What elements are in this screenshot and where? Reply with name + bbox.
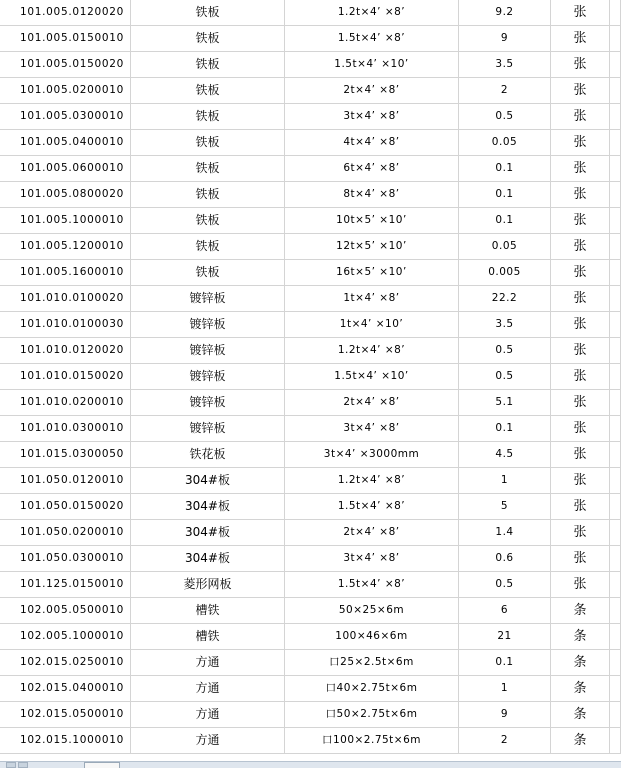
cell-unit[interactable]: 张 — [551, 416, 610, 441]
cell-spec[interactable]: 12t×5’ ×10’ — [285, 234, 459, 259]
scroll-left-icon[interactable] — [6, 762, 16, 768]
cell-quantity[interactable]: 9 — [459, 26, 551, 51]
cell-unit[interactable]: 张 — [551, 130, 610, 155]
cell-quantity[interactable]: 1 — [459, 468, 551, 493]
cell-empty[interactable] — [610, 182, 621, 207]
cell-spec[interactable]: 1t×4’ ×10’ — [285, 312, 459, 337]
cell-code[interactable]: 102.015.1000010 — [0, 728, 131, 753]
cell-code[interactable]: 101.005.0200010 — [0, 78, 131, 103]
cell-spec[interactable]: 3t×4’ ×3000mm — [285, 442, 459, 467]
cell-spec[interactable]: 3t×4’ ×8’ — [285, 546, 459, 571]
table-row — [0, 624, 621, 650]
table-row — [0, 728, 621, 754]
cell-code[interactable]: 101.010.0120020 — [0, 338, 131, 363]
table-row — [0, 364, 621, 390]
cell-name[interactable]: 304#板 — [131, 520, 285, 545]
cell-unit[interactable]: 条 — [551, 598, 610, 623]
cell-name[interactable]: 铁板 — [131, 26, 285, 51]
cell-unit[interactable]: 张 — [551, 520, 610, 545]
cell-quantity[interactable]: 9 — [459, 702, 551, 727]
cell-code[interactable]: 102.015.0400010 — [0, 676, 131, 701]
cell-empty[interactable] — [610, 390, 621, 415]
table-row — [0, 234, 621, 260]
cell-name[interactable]: 铁板 — [131, 260, 285, 285]
cell-spec[interactable]: 2t×4’ ×8’ — [285, 520, 459, 545]
cell-empty[interactable] — [610, 442, 621, 467]
cell-quantity[interactable]: 0.1 — [459, 416, 551, 441]
cell-name[interactable]: 铁板 — [131, 182, 285, 207]
cell-empty[interactable] — [610, 234, 621, 259]
cell-code[interactable]: 102.005.0500010 — [0, 598, 131, 623]
cell-spec[interactable]: 8t×4’ ×8’ — [285, 182, 459, 207]
cell-quantity[interactable]: 9.2 — [459, 0, 551, 25]
cell-name[interactable]: 铁花板 — [131, 442, 285, 467]
cell-empty[interactable] — [610, 78, 621, 103]
cell-quantity[interactable]: 0.1 — [459, 650, 551, 675]
cell-code[interactable]: 101.050.0120010 — [0, 468, 131, 493]
cell-unit[interactable]: 张 — [551, 208, 610, 233]
cell-empty[interactable] — [610, 546, 621, 571]
table-row — [0, 546, 621, 572]
table-row — [0, 416, 621, 442]
cell-unit[interactable]: 张 — [551, 338, 610, 363]
cell-spec[interactable]: 3t×4’ ×8’ — [285, 416, 459, 441]
cell-code[interactable]: 101.005.0150020 — [0, 52, 131, 77]
cell-quantity[interactable]: 2 — [459, 728, 551, 753]
cell-name[interactable]: 铁板 — [131, 78, 285, 103]
cell-code[interactable]: 101.010.0300010 — [0, 416, 131, 441]
cell-empty[interactable] — [610, 598, 621, 623]
table-row — [0, 286, 621, 312]
cell-spec[interactable]: 1.5t×4’ ×10’ — [285, 52, 459, 77]
sheet-tab[interactable] — [84, 762, 120, 768]
cell-unit[interactable]: 张 — [551, 26, 610, 51]
cell-code[interactable]: 101.005.1600010 — [0, 260, 131, 285]
cell-empty[interactable] — [610, 416, 621, 441]
cell-spec[interactable]: 50×25×6m — [285, 598, 459, 623]
cell-quantity[interactable]: 0.1 — [459, 156, 551, 181]
cell-empty[interactable] — [610, 728, 621, 753]
cell-code[interactable]: 101.005.1200010 — [0, 234, 131, 259]
cell-name[interactable]: 304#板 — [131, 546, 285, 571]
cell-quantity[interactable]: 0.05 — [459, 234, 551, 259]
cell-name[interactable]: 菱形网板 — [131, 572, 285, 597]
table-row — [0, 468, 621, 494]
cell-quantity[interactable]: 0.5 — [459, 364, 551, 389]
table-row — [0, 52, 621, 78]
table-row — [0, 182, 621, 208]
table-row — [0, 312, 621, 338]
cell-empty[interactable] — [610, 0, 621, 25]
cell-name[interactable]: 方通 — [131, 728, 285, 753]
cell-name[interactable]: 镀锌板 — [131, 286, 285, 311]
cell-empty[interactable] — [610, 520, 621, 545]
cell-empty[interactable] — [610, 260, 621, 285]
cell-quantity[interactable]: 1 — [459, 676, 551, 701]
cell-quantity[interactable]: 0.5 — [459, 572, 551, 597]
table-row — [0, 26, 621, 52]
cell-unit[interactable]: 张 — [551, 234, 610, 259]
table-row — [0, 676, 621, 702]
cell-unit[interactable]: 张 — [551, 52, 610, 77]
cell-unit[interactable]: 张 — [551, 104, 610, 129]
cell-quantity[interactable]: 5 — [459, 494, 551, 519]
cell-code[interactable]: 101.005.0120020 — [0, 0, 131, 25]
cell-empty[interactable] — [610, 104, 621, 129]
cell-spec[interactable]: 2t×4’ ×8’ — [285, 78, 459, 103]
cell-quantity[interactable]: 0.005 — [459, 260, 551, 285]
cell-spec[interactable]: 6t×4’ ×8’ — [285, 156, 459, 181]
cell-empty[interactable] — [610, 572, 621, 597]
cell-unit[interactable]: 张 — [551, 364, 610, 389]
cell-code[interactable]: 102.005.1000010 — [0, 624, 131, 649]
cell-name[interactable]: 槽铁 — [131, 598, 285, 623]
cell-quantity[interactable]: 5.1 — [459, 390, 551, 415]
cell-unit[interactable]: 张 — [551, 312, 610, 337]
cell-name[interactable]: 304#板 — [131, 468, 285, 493]
table-row — [0, 572, 621, 598]
cell-spec[interactable]: 1.5t×4’ ×8’ — [285, 26, 459, 51]
table-row — [0, 208, 621, 234]
cell-empty[interactable] — [610, 494, 621, 519]
cell-unit[interactable]: 张 — [551, 494, 610, 519]
cell-spec[interactable]: 1.2t×4’ ×8’ — [285, 468, 459, 493]
cell-name[interactable]: 镀锌板 — [131, 312, 285, 337]
cell-unit[interactable]: 张 — [551, 0, 610, 25]
cell-quantity[interactable]: 4.5 — [459, 442, 551, 467]
table-row — [0, 650, 621, 676]
cell-quantity[interactable]: 6 — [459, 598, 551, 623]
cell-unit[interactable]: 张 — [551, 78, 610, 103]
cell-spec[interactable]: 3t×4’ ×8’ — [285, 104, 459, 129]
cell-quantity[interactable]: 0.05 — [459, 130, 551, 155]
cell-unit[interactable]: 张 — [551, 286, 610, 311]
table-row — [0, 598, 621, 624]
cell-quantity[interactable]: 21 — [459, 624, 551, 649]
cell-quantity[interactable]: 22.2 — [459, 286, 551, 311]
table-row — [0, 442, 621, 468]
cell-empty[interactable] — [610, 702, 621, 727]
cell-empty[interactable] — [610, 364, 621, 389]
cell-quantity[interactable]: 3.5 — [459, 52, 551, 77]
cell-name[interactable]: 镀锌板 — [131, 390, 285, 415]
cell-code[interactable]: 101.005.0300010 — [0, 104, 131, 129]
table-row — [0, 520, 621, 546]
cell-code[interactable]: 101.050.0150020 — [0, 494, 131, 519]
cell-empty[interactable] — [610, 26, 621, 51]
cell-quantity[interactable]: 3.5 — [459, 312, 551, 337]
cell-quantity[interactable]: 0.1 — [459, 208, 551, 233]
cell-empty[interactable] — [610, 650, 621, 675]
cell-quantity[interactable]: 0.6 — [459, 546, 551, 571]
cell-name[interactable]: 镀锌板 — [131, 338, 285, 363]
cell-quantity[interactable]: 0.5 — [459, 338, 551, 363]
cell-spec[interactable]: 口25×2.5t×6m — [285, 650, 459, 675]
cell-spec[interactable]: 1.5t×4’ ×8’ — [285, 494, 459, 519]
table-row — [0, 260, 621, 286]
cell-spec[interactable]: 1.5t×4’ ×10’ — [285, 364, 459, 389]
table-row — [0, 104, 621, 130]
cell-unit[interactable]: 张 — [551, 182, 610, 207]
cell-code[interactable]: 101.010.0150020 — [0, 364, 131, 389]
cell-spec[interactable]: 口100×2.75t×6m — [285, 728, 459, 753]
cell-unit[interactable]: 张 — [551, 390, 610, 415]
cell-unit[interactable]: 条 — [551, 624, 610, 649]
cell-unit[interactable]: 张 — [551, 260, 610, 285]
cell-code[interactable]: 101.010.0100020 — [0, 286, 131, 311]
cell-spec[interactable]: 口40×2.75t×6m — [285, 676, 459, 701]
table-row — [0, 390, 621, 416]
cell-code[interactable]: 102.015.0250010 — [0, 650, 131, 675]
cell-quantity[interactable]: 1.4 — [459, 520, 551, 545]
cell-code[interactable]: 101.005.0150010 — [0, 26, 131, 51]
table-row — [0, 0, 621, 26]
cell-spec[interactable]: 1.2t×4’ ×8’ — [285, 0, 459, 25]
cell-spec[interactable]: 10t×5’ ×10’ — [285, 208, 459, 233]
cell-code[interactable]: 101.005.0600010 — [0, 156, 131, 181]
cell-empty[interactable] — [610, 52, 621, 77]
cell-quantity[interactable]: 0.1 — [459, 182, 551, 207]
cell-quantity[interactable]: 2 — [459, 78, 551, 103]
cell-name[interactable]: 铁板 — [131, 156, 285, 181]
table-row — [0, 156, 621, 182]
cell-empty[interactable] — [610, 468, 621, 493]
cell-empty[interactable] — [610, 208, 621, 233]
cell-empty[interactable] — [610, 624, 621, 649]
cell-spec[interactable]: 100×46×6m — [285, 624, 459, 649]
cell-name[interactable]: 镀锌板 — [131, 364, 285, 389]
cell-name[interactable]: 铁板 — [131, 234, 285, 259]
cell-name[interactable]: 铁板 — [131, 130, 285, 155]
cell-name[interactable]: 铁板 — [131, 52, 285, 77]
table-row — [0, 130, 621, 156]
cell-unit[interactable]: 张 — [551, 156, 610, 181]
cell-code[interactable]: 102.015.0500010 — [0, 702, 131, 727]
table-row — [0, 338, 621, 364]
cell-unit[interactable]: 条 — [551, 702, 610, 727]
cell-unit[interactable]: 张 — [551, 546, 610, 571]
cell-empty[interactable] — [610, 338, 621, 363]
cell-code[interactable]: 101.050.0300010 — [0, 546, 131, 571]
cell-name[interactable]: 304#板 — [131, 494, 285, 519]
cell-unit[interactable]: 条 — [551, 650, 610, 675]
cell-spec[interactable]: 1t×4’ ×8’ — [285, 286, 459, 311]
cell-code[interactable]: 101.125.0150010 — [0, 572, 131, 597]
cell-spec[interactable]: 口50×2.75t×6m — [285, 702, 459, 727]
cell-spec[interactable]: 4t×4’ ×8’ — [285, 130, 459, 155]
cell-code[interactable]: 101.015.0300050 — [0, 442, 131, 467]
cell-name[interactable]: 铁板 — [131, 208, 285, 233]
cell-spec[interactable]: 2t×4’ ×8’ — [285, 390, 459, 415]
cell-empty[interactable] — [610, 676, 621, 701]
cell-code[interactable]: 101.005.1000010 — [0, 208, 131, 233]
table-row — [0, 702, 621, 728]
cell-name[interactable]: 槽铁 — [131, 624, 285, 649]
cell-name[interactable]: 镀锌板 — [131, 416, 285, 441]
table-row — [0, 78, 621, 104]
cell-name[interactable]: 方通 — [131, 676, 285, 701]
table-row — [0, 494, 621, 520]
cell-unit[interactable]: 张 — [551, 442, 610, 467]
cell-empty[interactable] — [610, 156, 621, 181]
cell-code[interactable]: 101.005.0400010 — [0, 130, 131, 155]
cell-spec[interactable]: 1.5t×4’ ×8’ — [285, 572, 459, 597]
cell-code[interactable]: 101.010.0200010 — [0, 390, 131, 415]
cell-unit[interactable]: 条 — [551, 728, 610, 753]
cell-name[interactable]: 铁板 — [131, 0, 285, 25]
cell-quantity[interactable]: 0.5 — [459, 104, 551, 129]
cell-name[interactable]: 铁板 — [131, 104, 285, 129]
cell-empty[interactable] — [610, 312, 621, 337]
scroll-right-icon[interactable] — [18, 762, 28, 768]
cell-code[interactable]: 101.010.0100030 — [0, 312, 131, 337]
cell-name[interactable]: 方通 — [131, 650, 285, 675]
cell-spec[interactable]: 16t×5’ ×10’ — [285, 260, 459, 285]
cell-unit[interactable]: 条 — [551, 676, 610, 701]
cell-unit[interactable]: 张 — [551, 572, 610, 597]
cell-code[interactable]: 101.050.0200010 — [0, 520, 131, 545]
cell-empty[interactable] — [610, 286, 621, 311]
cell-code[interactable]: 101.005.0800020 — [0, 182, 131, 207]
cell-spec[interactable]: 1.2t×4’ ×8’ — [285, 338, 459, 363]
cell-unit[interactable]: 张 — [551, 468, 610, 493]
cell-empty[interactable] — [610, 130, 621, 155]
cell-name[interactable]: 方通 — [131, 702, 285, 727]
